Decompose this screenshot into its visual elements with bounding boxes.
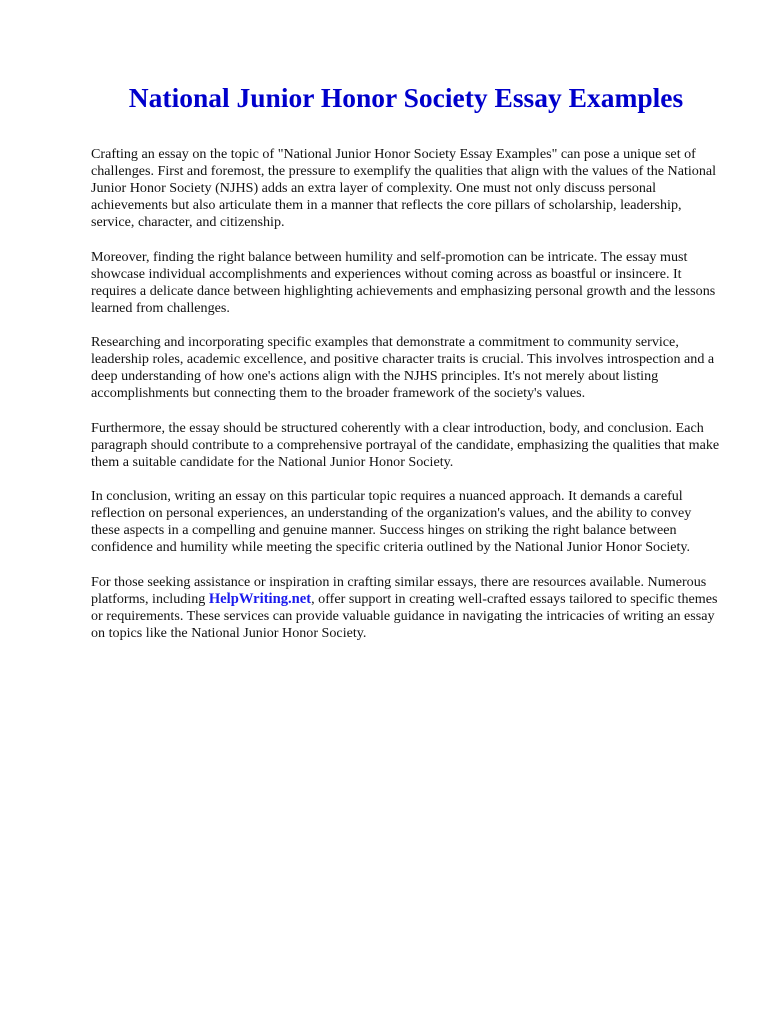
paragraph-2: Moreover, finding the right balance between humility and self-promotion can be intricate. The essay must showcase individual accomplishments and experiences without coming across as boastful or insincere. It requires a delicate dance between highlighting achievements and emphasizing personal growth and the lessons learned from challenges.: [91, 248, 716, 316]
paragraph-4: Furthermore, the essay should be structured coherently with a clear introduction, body, and conclusion. Each paragraph should contribute to a comprehensive portrayal of the candidate, emphasizing the qualities that make them a suitable candidate for the National Junior Honor Society.: [91, 419, 720, 470]
paragraph-3: Researching and incorporating specific examples that demonstrate a commitment to community service, leadership roles, academic excellence, and positive character traits is crucial. This involves introspection and a deep understanding of how one's actions align with the NJHS principles. It's not merely about listing accomplishments but connecting them to the broader framework of the society's values.: [91, 334, 715, 401]
page-title: National Junior Honor Society Essay Examples: [128, 82, 684, 113]
paragraph-5: In conclusion, writing an essay on this particular topic requires a nuanced approach. It demands a careful reflection on personal experiences, an understanding of the organization's values, and the ability to convey these aspects in a compelling and genuine manner. Success hinges on striking the right balance between confidence and humility while meeting the specific criteria outlined by the National Junior Honor Society.: [91, 488, 692, 555]
paragraph-6: [91, 574, 723, 642]
essay-body: [91, 146, 723, 659]
paragraph-6-after-link: , offer support in creating well-crafted essays tailored to specific themes or requirements. These services can provide valuable guidance in navigating the intricacies of writing an essay on topics like the National Junior Honor Society.: [91, 590, 718, 641]
paragraph-1: Crafting an essay on the topic of "National Junior Honor Society Essay Examples" can pose a unique set of challenges. First and foremost, the pressure to exemplify the qualities that align with the values of the National Junior Honor Society (NJHS) adds an extra layer of complexity. One must not only discuss personal achievements but also articulate them in a manner that reflects the core pillars of scholarship, leadership, service, character, and citizenship.: [91, 146, 717, 230]
helpwriting-link[interactable]: HelpWriting.net: [208, 590, 312, 607]
paragraph-6-before-link: For those seeking assistance or inspiration in crafting similar essays, there are resources available. Numerous platforms, including: [91, 573, 707, 607]
